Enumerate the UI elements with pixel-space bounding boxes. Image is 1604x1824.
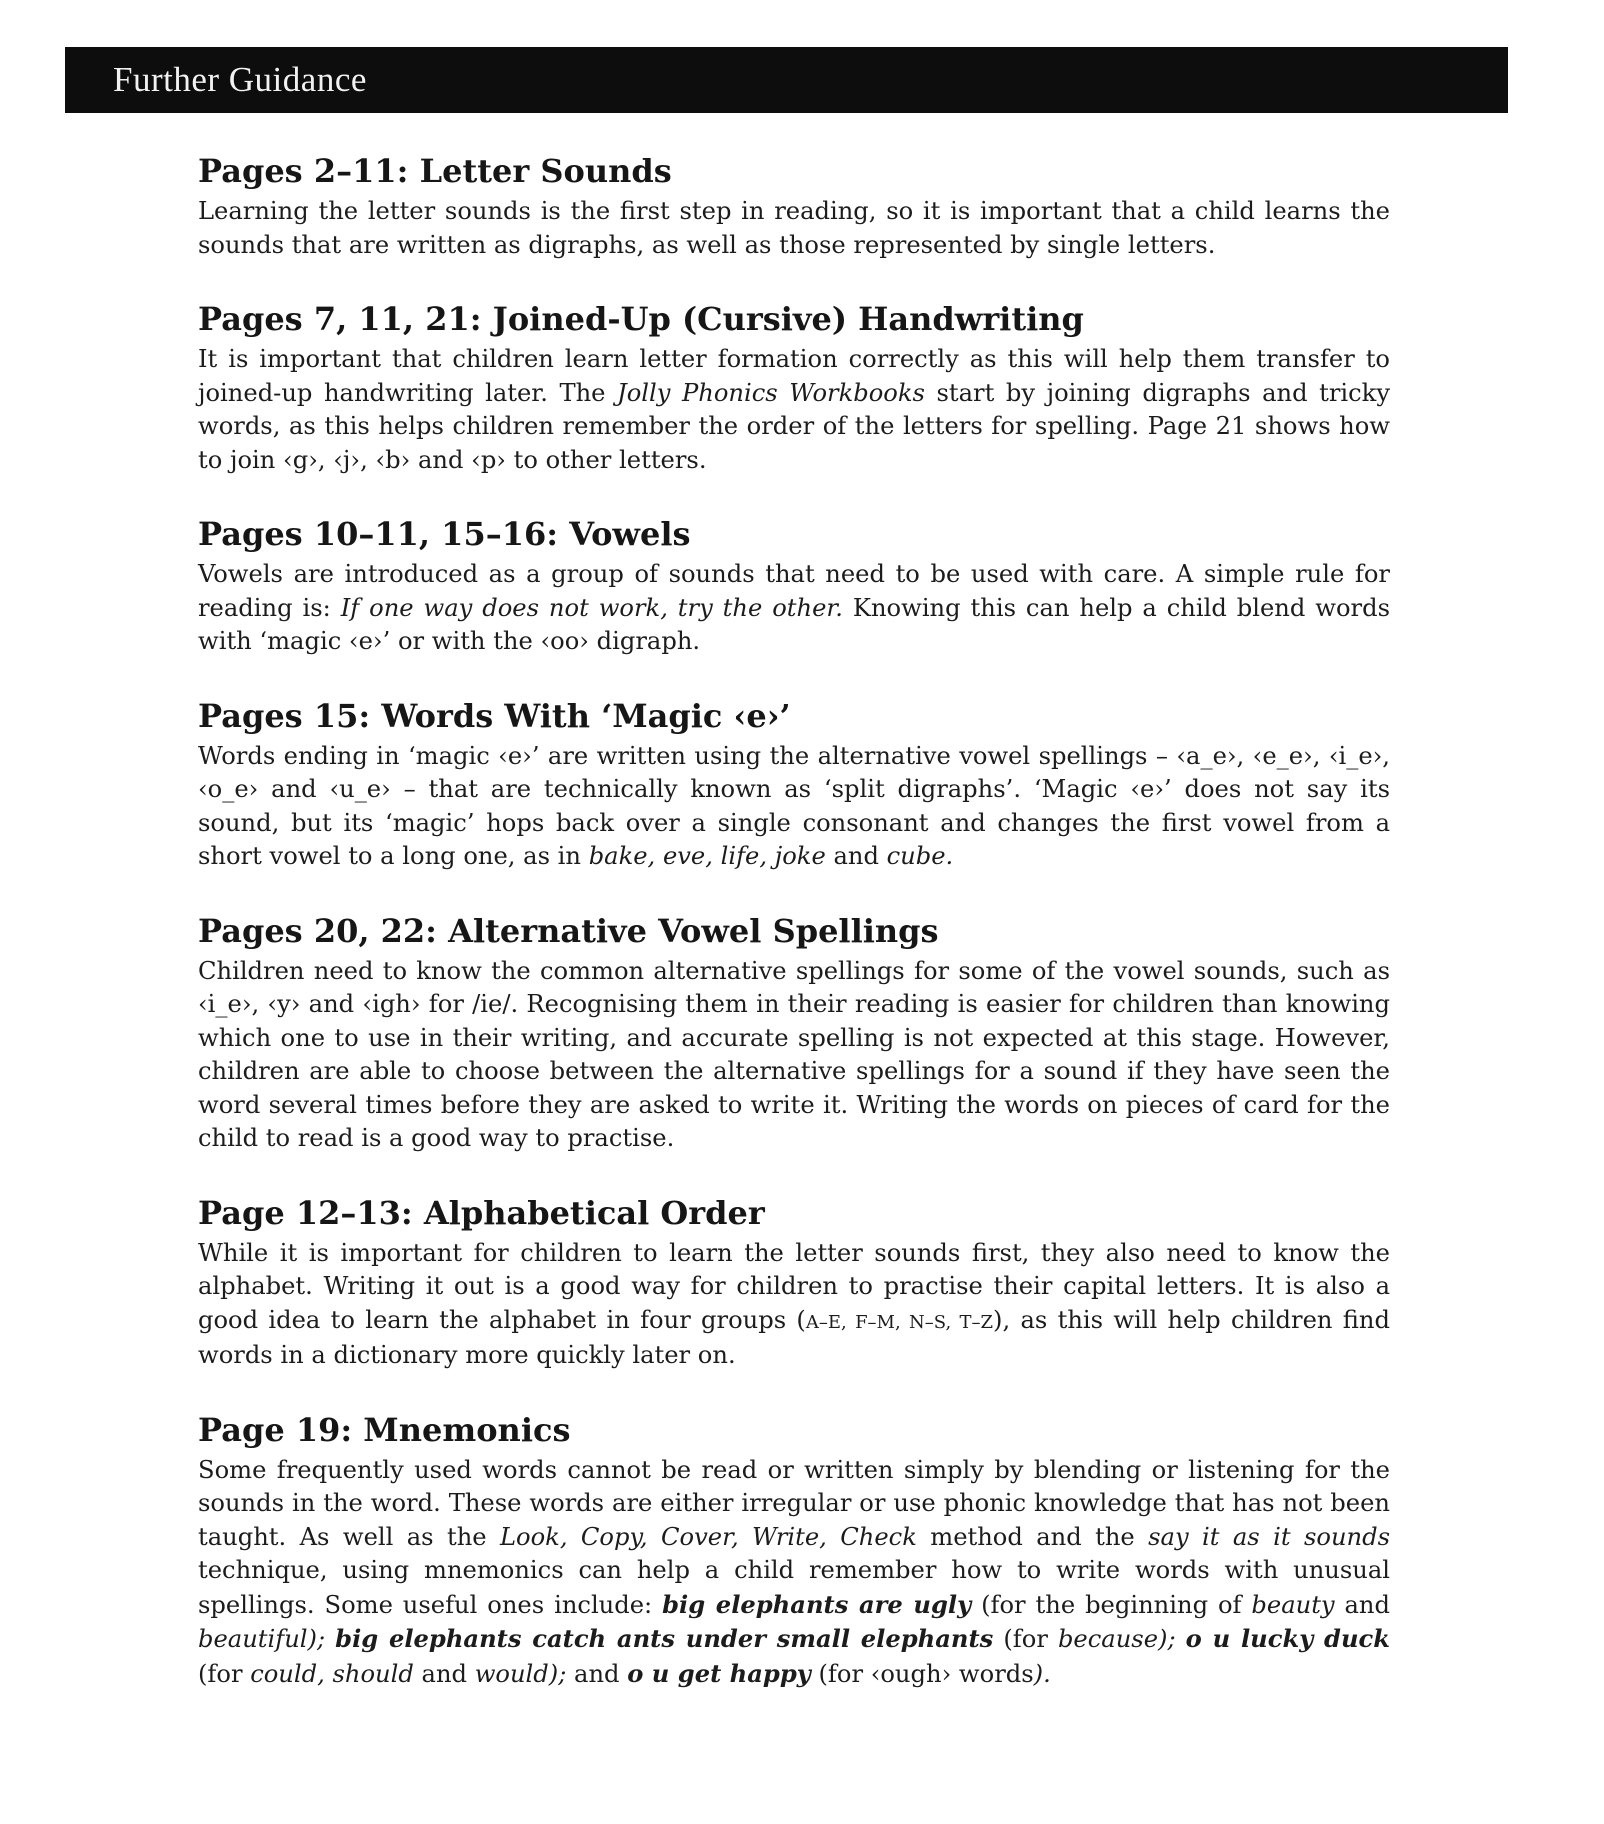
- text-run: It is important that children learn letter formation correctly as this will help them transfer to joined-up handwriting later. The: [198, 345, 1390, 407]
- guidance-content: [198, 152, 1390, 1729]
- section-joined-up-handwriting: [198, 300, 1390, 477]
- italic-text: would);: [474, 1659, 575, 1688]
- section-paragraph: [198, 195, 1390, 262]
- text-run: Learning the letter sounds is the first step in reading, so it is important that a child learns the sounds that are written as digraphs, as well as those represented by single letters.: [198, 197, 1390, 259]
- text-run: and: [825, 842, 887, 870]
- section-paragraph: [198, 1237, 1390, 1373]
- text-run: Vowels are introduced as a group of sounds that need to be used with care. A simple rule for reading is:: [198, 560, 1390, 622]
- italic-text: could, should: [250, 1659, 414, 1688]
- section-heading: Pages 20, 22: Alternative Vowel Spellings: [198, 911, 939, 950]
- italic-text: bake, eve, life, joke: [588, 842, 826, 870]
- section-paragraph: [198, 343, 1390, 477]
- italic-text: ).: [1033, 1659, 1051, 1688]
- text-run: Knowing this can help a child blend words with ‘magic ‹e›’ or with the ‹oo› digraph.: [198, 593, 1390, 655]
- text-run: and: [413, 1659, 475, 1688]
- text-run: Words ending in ‘magic ‹e›’ are written using the alternative vowel spellings – ‹a_e›, ‹e_e›, ‹i_e›, ‹o_e› and ‹u_e› – that are technically known as ‘split digraphs’. ‘Magic ‹e›’ does not say its sound, but its ‘magic’ hops back over a single consonant and changes the first vowel from a short vowel to a long one, as in: [198, 741, 1390, 870]
- italic-text: cube.: [886, 842, 954, 870]
- italic-text: Look, Copy, Cover, Write, Check: [500, 1522, 917, 1551]
- text-run: technique, using mnemonics can help a child remember how to write words with unusual spellings. Some useful ones include:: [198, 1556, 1390, 1619]
- italic-text: say it as it sounds: [1148, 1522, 1390, 1551]
- section-alternative-vowel-spellings: [198, 912, 1390, 1156]
- section-paragraph: [198, 558, 1390, 659]
- text-run: Children need to know the common alternative spellings for some of the vowel sounds, such as ‹i_e›, ‹y› and ‹igh› for /ie/. Recognising them in their reading is easier for children than knowing which one to use in their writing, and accurate spelling is not expected at this stage. However, children are able to choose between the alternative spellings for a sound if they have seen the word several times before they are asked to write it. Writing the words on pieces of card for the child to read is a good way to practise.: [198, 956, 1390, 1152]
- mnemonic-phrase: big elephants catch ants under small elephants: [335, 1624, 994, 1653]
- italic-text: Jolly Phonics Workbooks: [617, 378, 925, 407]
- text-run: (for: [198, 1659, 251, 1688]
- italic-text: because);: [1057, 1625, 1186, 1653]
- section-letter-sounds: [198, 152, 1390, 262]
- italic-text: beauty: [1251, 1590, 1335, 1619]
- header-bar: [65, 47, 1508, 113]
- section-heading: Page 12–13: Alphabetical Order: [198, 1193, 765, 1232]
- section-heading: Pages 2–11: Letter Sounds: [198, 152, 672, 190]
- section-heading: Pages 7, 11, 21: Joined-Up (Cursive) Handwriting: [198, 300, 1084, 338]
- section-alphabetical-order: [198, 1194, 1390, 1373]
- mnemonic-phrase: big elephants are ugly: [662, 1589, 972, 1619]
- section-heading: Pages 15: Words With ‘Magic ‹e›’: [198, 696, 791, 735]
- section-paragraph: [198, 955, 1390, 1156]
- text-run: While it is important for children to learn the letter sounds first, they also need to know the alphabet. Writing it out is a good way for children to practise their capital letters. It is also a good idea to learn the alphabet in four groups (: [198, 1238, 1390, 1334]
- text-run: start by joining digraphs and tricky words, as this helps children remember the order of the letters for spelling. Page 21 shows how to join ‹g›, ‹j›, ‹b› and ‹p› to other letters.: [198, 378, 1390, 474]
- section-heading: Page 19: Mnemonics: [198, 1410, 571, 1449]
- italic-text: If one way does not work, try the other.: [340, 593, 843, 622]
- text-run: and: [1334, 1590, 1390, 1619]
- section-heading: Pages 10–11, 15–16: Vowels: [198, 515, 691, 553]
- text-run: ), as this will help children find words in a dictionary more quickly later on.: [198, 1305, 1390, 1369]
- text-run: and: [574, 1659, 628, 1688]
- text-run: method and the: [916, 1522, 1149, 1551]
- text-run: (for the beginning of: [971, 1590, 1252, 1619]
- text-run: (for: [993, 1625, 1058, 1653]
- mnemonic-phrase: o u get happy: [627, 1658, 811, 1688]
- letter-groups: A–E, F–M, N–S, T–Z: [805, 1311, 994, 1333]
- section-paragraph: [198, 740, 1390, 874]
- text-run: Some frequently used words cannot be read or written simply by blending or listening for the sounds in the word. These words are either irregular or use phonic knowledge that has not been taught. As well as the: [198, 1455, 1390, 1551]
- page-header-title: Further Guidance: [113, 60, 367, 99]
- italic-text: beautiful);: [198, 1625, 336, 1653]
- section-magic-e: [198, 697, 1390, 874]
- section-vowels: [198, 515, 1390, 659]
- section-paragraph: [198, 1454, 1390, 1692]
- section-mnemonics: [198, 1411, 1390, 1692]
- mnemonic-phrase: o u lucky duck: [1185, 1624, 1391, 1653]
- text-run: (for ‹ough› words: [810, 1659, 1034, 1688]
